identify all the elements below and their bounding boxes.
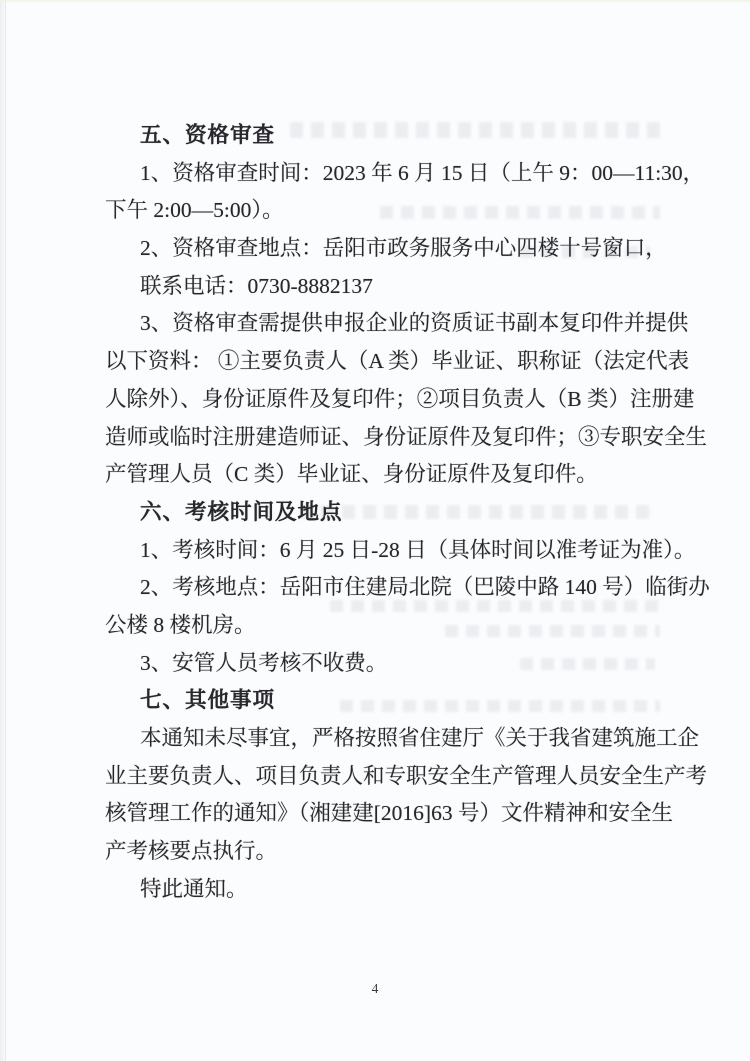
section-heading-7-other-matters: 七、其他事项 [140, 688, 276, 713]
page-top-edge [0, 0, 750, 3]
other-matters-line-4: 产考核要点执行。 [105, 839, 278, 864]
exam-location-line-cont: 公楼 8 楼机房。 [105, 612, 256, 637]
required-materials-line: 3、资格审查需提供申报企业的资质证书副本复印件并提供 [140, 311, 689, 336]
section-heading-5-qualification-review: 五、资格审查 [140, 123, 276, 147]
exam-time-line: 1、考核时间：6 月 25 日-28 日（具体时间以准考证为准）。 [140, 537, 696, 562]
required-materials-line-cont-1: 以下资料： ①主要负责人（A 类）毕业证、职称证（法定代表 [105, 349, 690, 374]
other-matters-line-1: 本通知未尽事宜，严格按照省住建厅《关于我省建筑施工企 [140, 726, 700, 750]
notice-body [105, 117, 710, 908]
section-heading-6-exam-time-place: 六、考核时间及地点 [140, 499, 343, 524]
review-location-line: 2、资格审查地点：岳阳市政务服务中心四楼十号窗口， [140, 236, 667, 261]
review-time-line-cont: 下午 2:00—5:00）。 [105, 198, 284, 223]
required-materials-line-cont-3: 造师或临时注册建造师证、身份证原件及复印件；③专职安全生 [105, 424, 708, 449]
contact-phone-line: 联系电话：0730-8882137 [140, 273, 373, 298]
other-matters-line-3: 核管理工作的通知》（湘建建[2016]63 号）文件精神和安全生 [105, 801, 673, 826]
other-matters-line-2: 业主要负责人、项目负责人和专职安全生产管理人员安全生产考 [105, 763, 708, 788]
required-materials-line-cont-4: 产管理人员（C 类）毕业证、身份证原件及复印件。 [105, 462, 598, 487]
page-number: 4 [371, 981, 379, 996]
page-left-edge [0, 0, 6, 1061]
hereby-notified-line: 特此通知。 [140, 876, 248, 901]
review-time-line: 1、资格审查时间：2023 年 6 月 15 日（上午 9：00—11:30， [140, 160, 705, 185]
exam-fee-line: 3、安管人员考核不收费。 [140, 650, 388, 675]
required-materials-line-cont-2: 人除外）、身份证原件及复印件；②项目负责人（B 类）注册建 [105, 386, 695, 411]
exam-location-line: 2、考核地点：岳阳市住建局北院（巴陵中路 140 号）临街办 [140, 575, 710, 600]
